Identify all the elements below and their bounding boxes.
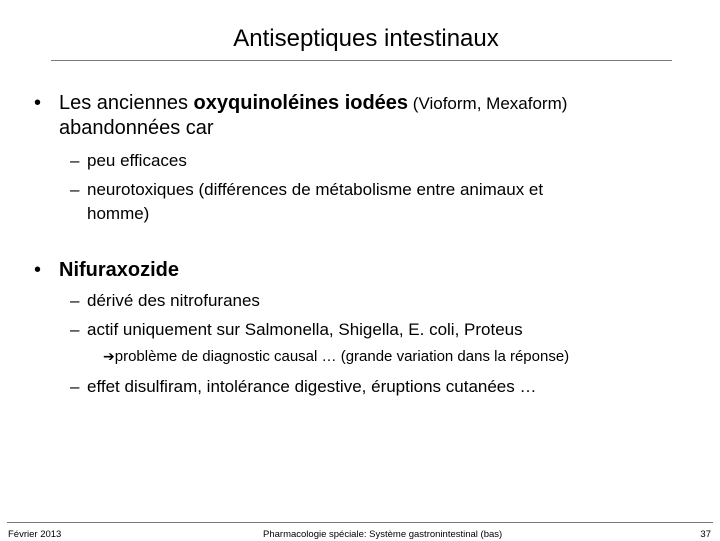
- subitem-text-line1: neurotoxiques (différences de métabolisme entre animaux et: [87, 180, 544, 199]
- subitem-peu-efficaces: [70, 149, 680, 173]
- dash-marker: –: [70, 291, 80, 310]
- bullet-text-bold: Nifuraxozide: [59, 259, 180, 281]
- bullet-text-pre: Les anciennes: [59, 92, 194, 114]
- dash-marker: –: [70, 377, 80, 396]
- subitem-text: dérivé des nitrofuranes: [87, 291, 260, 310]
- subitem-actif: [70, 318, 680, 342]
- bullet-marker: •: [34, 92, 42, 114]
- footer-page-number: 37: [700, 529, 711, 540]
- subitem-text-line2: homme): [87, 204, 150, 223]
- subitem-probleme: [103, 347, 703, 367]
- subitem-derive: [70, 289, 680, 313]
- subitem-effet: [70, 375, 680, 399]
- footer-divider: [7, 522, 713, 523]
- dash-marker: –: [70, 320, 80, 339]
- subitem-text: effet disulfiram, intolérance digestive, éruptions cutanées …: [87, 377, 537, 396]
- subitem-neurotoxiques: [70, 178, 680, 226]
- slide-title: Antiseptiques intestinaux: [233, 25, 499, 52]
- subitem-text: problème de diagnostic causal … (grande variation dans la réponse): [114, 348, 570, 365]
- dash-marker: –: [70, 180, 80, 199]
- bullet-marker: •: [34, 259, 42, 281]
- dash-marker: –: [70, 151, 80, 170]
- bullet-text-bold: oxyquinoléines iodées: [193, 92, 409, 114]
- bullet-text-paren: (Vioform, Mexaform): [408, 94, 568, 113]
- subitem-text: peu efficaces: [87, 151, 187, 170]
- footer-date: Février 2013: [8, 529, 62, 540]
- bullet-nifuraxozide: [34, 258, 694, 283]
- arrow-right-icon: ➔: [103, 349, 115, 365]
- footer-course: Pharmacologie spéciale: Système gastronintestinal (bas): [263, 529, 503, 540]
- title-divider: [51, 60, 672, 61]
- subitem-text: actif uniquement sur Salmonella, Shigella, E. coli, Proteus: [87, 320, 523, 339]
- bullet-text-line2: abandonnées car: [59, 117, 214, 139]
- bullet-oxyquinolines: [34, 91, 694, 141]
